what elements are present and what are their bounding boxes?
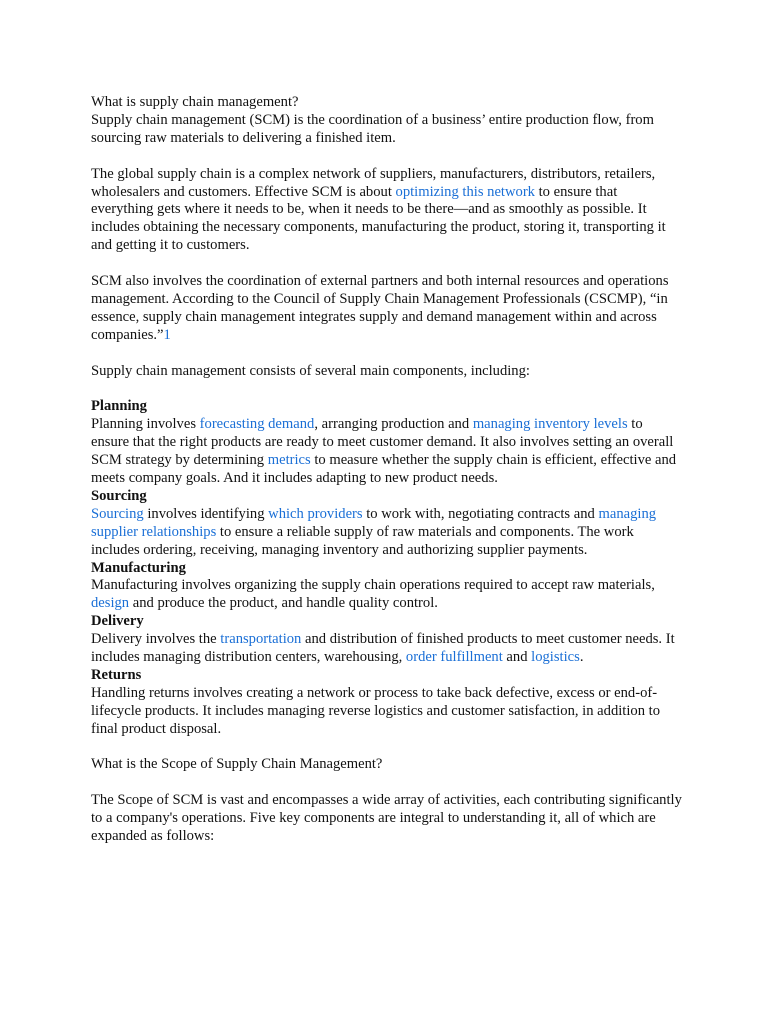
document-page bbox=[91, 94, 683, 846]
link-order-fulfillment[interactable]: order fulfillment bbox=[405, 649, 503, 666]
text-run: , arranging production and bbox=[314, 416, 473, 433]
global-supply-chain-paragraph bbox=[91, 166, 683, 256]
link-forecasting-demand[interactable]: forecasting demand bbox=[199, 416, 315, 433]
heading-delivery: Delivery bbox=[91, 613, 144, 630]
text-run: Delivery involves the bbox=[91, 631, 221, 648]
components-intro-paragraph: Supply chain management consists of several main components, including: bbox=[91, 362, 530, 379]
text-run: to measure whether the supply chain is efficient, effective and meets company goals. And it includes adapting to new product needs. bbox=[91, 452, 677, 486]
heading-manufacturing: Manufacturing bbox=[91, 559, 186, 576]
text-run: to ensure a reliable supply of raw materials and components. The work includes ordering, receiving, managing inventory and authorizing supplier payments. bbox=[91, 523, 634, 558]
paragraph-spacer bbox=[91, 345, 683, 363]
text-run: SCM also involves the coordination of external partners and both internal resources and operations management. According to the Council of Supply Chain Management Professionals (CSCMP), “in essence, supply chain management integrates supply and demand management within and across companies.” bbox=[91, 273, 669, 343]
cscmp-paragraph bbox=[91, 273, 683, 345]
text-run: The global supply chain is a complex network of suppliers, manufacturers, distributors, retailers, wholesalers and customers. Effective SCM is about bbox=[91, 165, 656, 200]
link-managing-inventory-levels[interactable]: managing inventory levels bbox=[472, 416, 628, 433]
text-run: to ensure that the right products are ready to meet customer demand. It also involves setting an overall SCM strategy by determining bbox=[91, 416, 674, 469]
text-run: Manufacturing involves organizing the supply chain operations required to accept raw materials, bbox=[91, 577, 655, 594]
link-logistics[interactable]: logistics bbox=[531, 649, 580, 666]
section-question-scope: What is the Scope of Supply Chain Management? bbox=[91, 756, 383, 773]
text-run: to ensure that everything gets where it needs to be, when it needs to be there—and as smoothly as possible. It includes obtaining the necessary components, manufacturing the product, storing it, transporting it and getting it to customers. bbox=[91, 183, 666, 254]
paragraph-spacer bbox=[91, 255, 683, 273]
link-metrics[interactable]: metrics bbox=[267, 452, 311, 469]
link-which-providers[interactable]: which providers bbox=[268, 505, 363, 522]
text-run: Planning involves bbox=[91, 416, 200, 433]
link-design[interactable]: design bbox=[91, 595, 130, 612]
text-run: involves identifying bbox=[143, 505, 269, 522]
text-run: and distribution of finished products to meet customer needs. It includes managing distribution centers, warehousing, bbox=[91, 631, 675, 666]
paragraph-spacer bbox=[91, 774, 683, 792]
planning-paragraph bbox=[91, 416, 683, 488]
manufacturing-paragraph bbox=[91, 577, 683, 613]
heading-returns: Returns bbox=[91, 666, 142, 683]
section-question-scm: What is supply chain management? bbox=[91, 94, 299, 110]
heading-sourcing: Sourcing bbox=[91, 487, 147, 504]
text-run: . bbox=[579, 649, 584, 666]
paragraph-spacer bbox=[91, 148, 683, 166]
text-run: to work with, negotiating contracts and bbox=[362, 505, 599, 522]
paragraph-spacer bbox=[91, 380, 683, 398]
returns-paragraph: Handling returns involves creating a network or process to take back defective, excess or end-of-lifecycle products. It includes managing reverse logistics and customer satisfaction, in addition to final product disposal. bbox=[91, 684, 660, 737]
footnote-link[interactable]: 1 bbox=[163, 326, 171, 343]
delivery-paragraph bbox=[91, 631, 683, 667]
link-sourcing[interactable]: Sourcing bbox=[91, 505, 144, 522]
text-run: and produce the product, and handle quality control. bbox=[129, 595, 438, 612]
scm-definition-paragraph: Supply chain management (SCM) is the coordination of a business’ entire production flow, from sourcing raw materials to delivering a finished item. bbox=[91, 111, 654, 146]
link-optimizing-this-network[interactable]: optimizing this network bbox=[395, 183, 535, 200]
paragraph-spacer bbox=[91, 739, 683, 757]
link-transportation[interactable]: transportation bbox=[220, 631, 302, 648]
scope-paragraph: The Scope of SCM is vast and encompasses a wide array of activities, each contributing significantly to a company's operations. Five key components are integral to understanding it, all of which are expanded as follows: bbox=[91, 792, 682, 845]
link-managing-supplier-relationships[interactable]: managing supplier relationships bbox=[91, 505, 657, 540]
sourcing-paragraph bbox=[91, 506, 683, 560]
heading-planning: Planning bbox=[91, 398, 147, 415]
text-run: and bbox=[502, 649, 532, 666]
